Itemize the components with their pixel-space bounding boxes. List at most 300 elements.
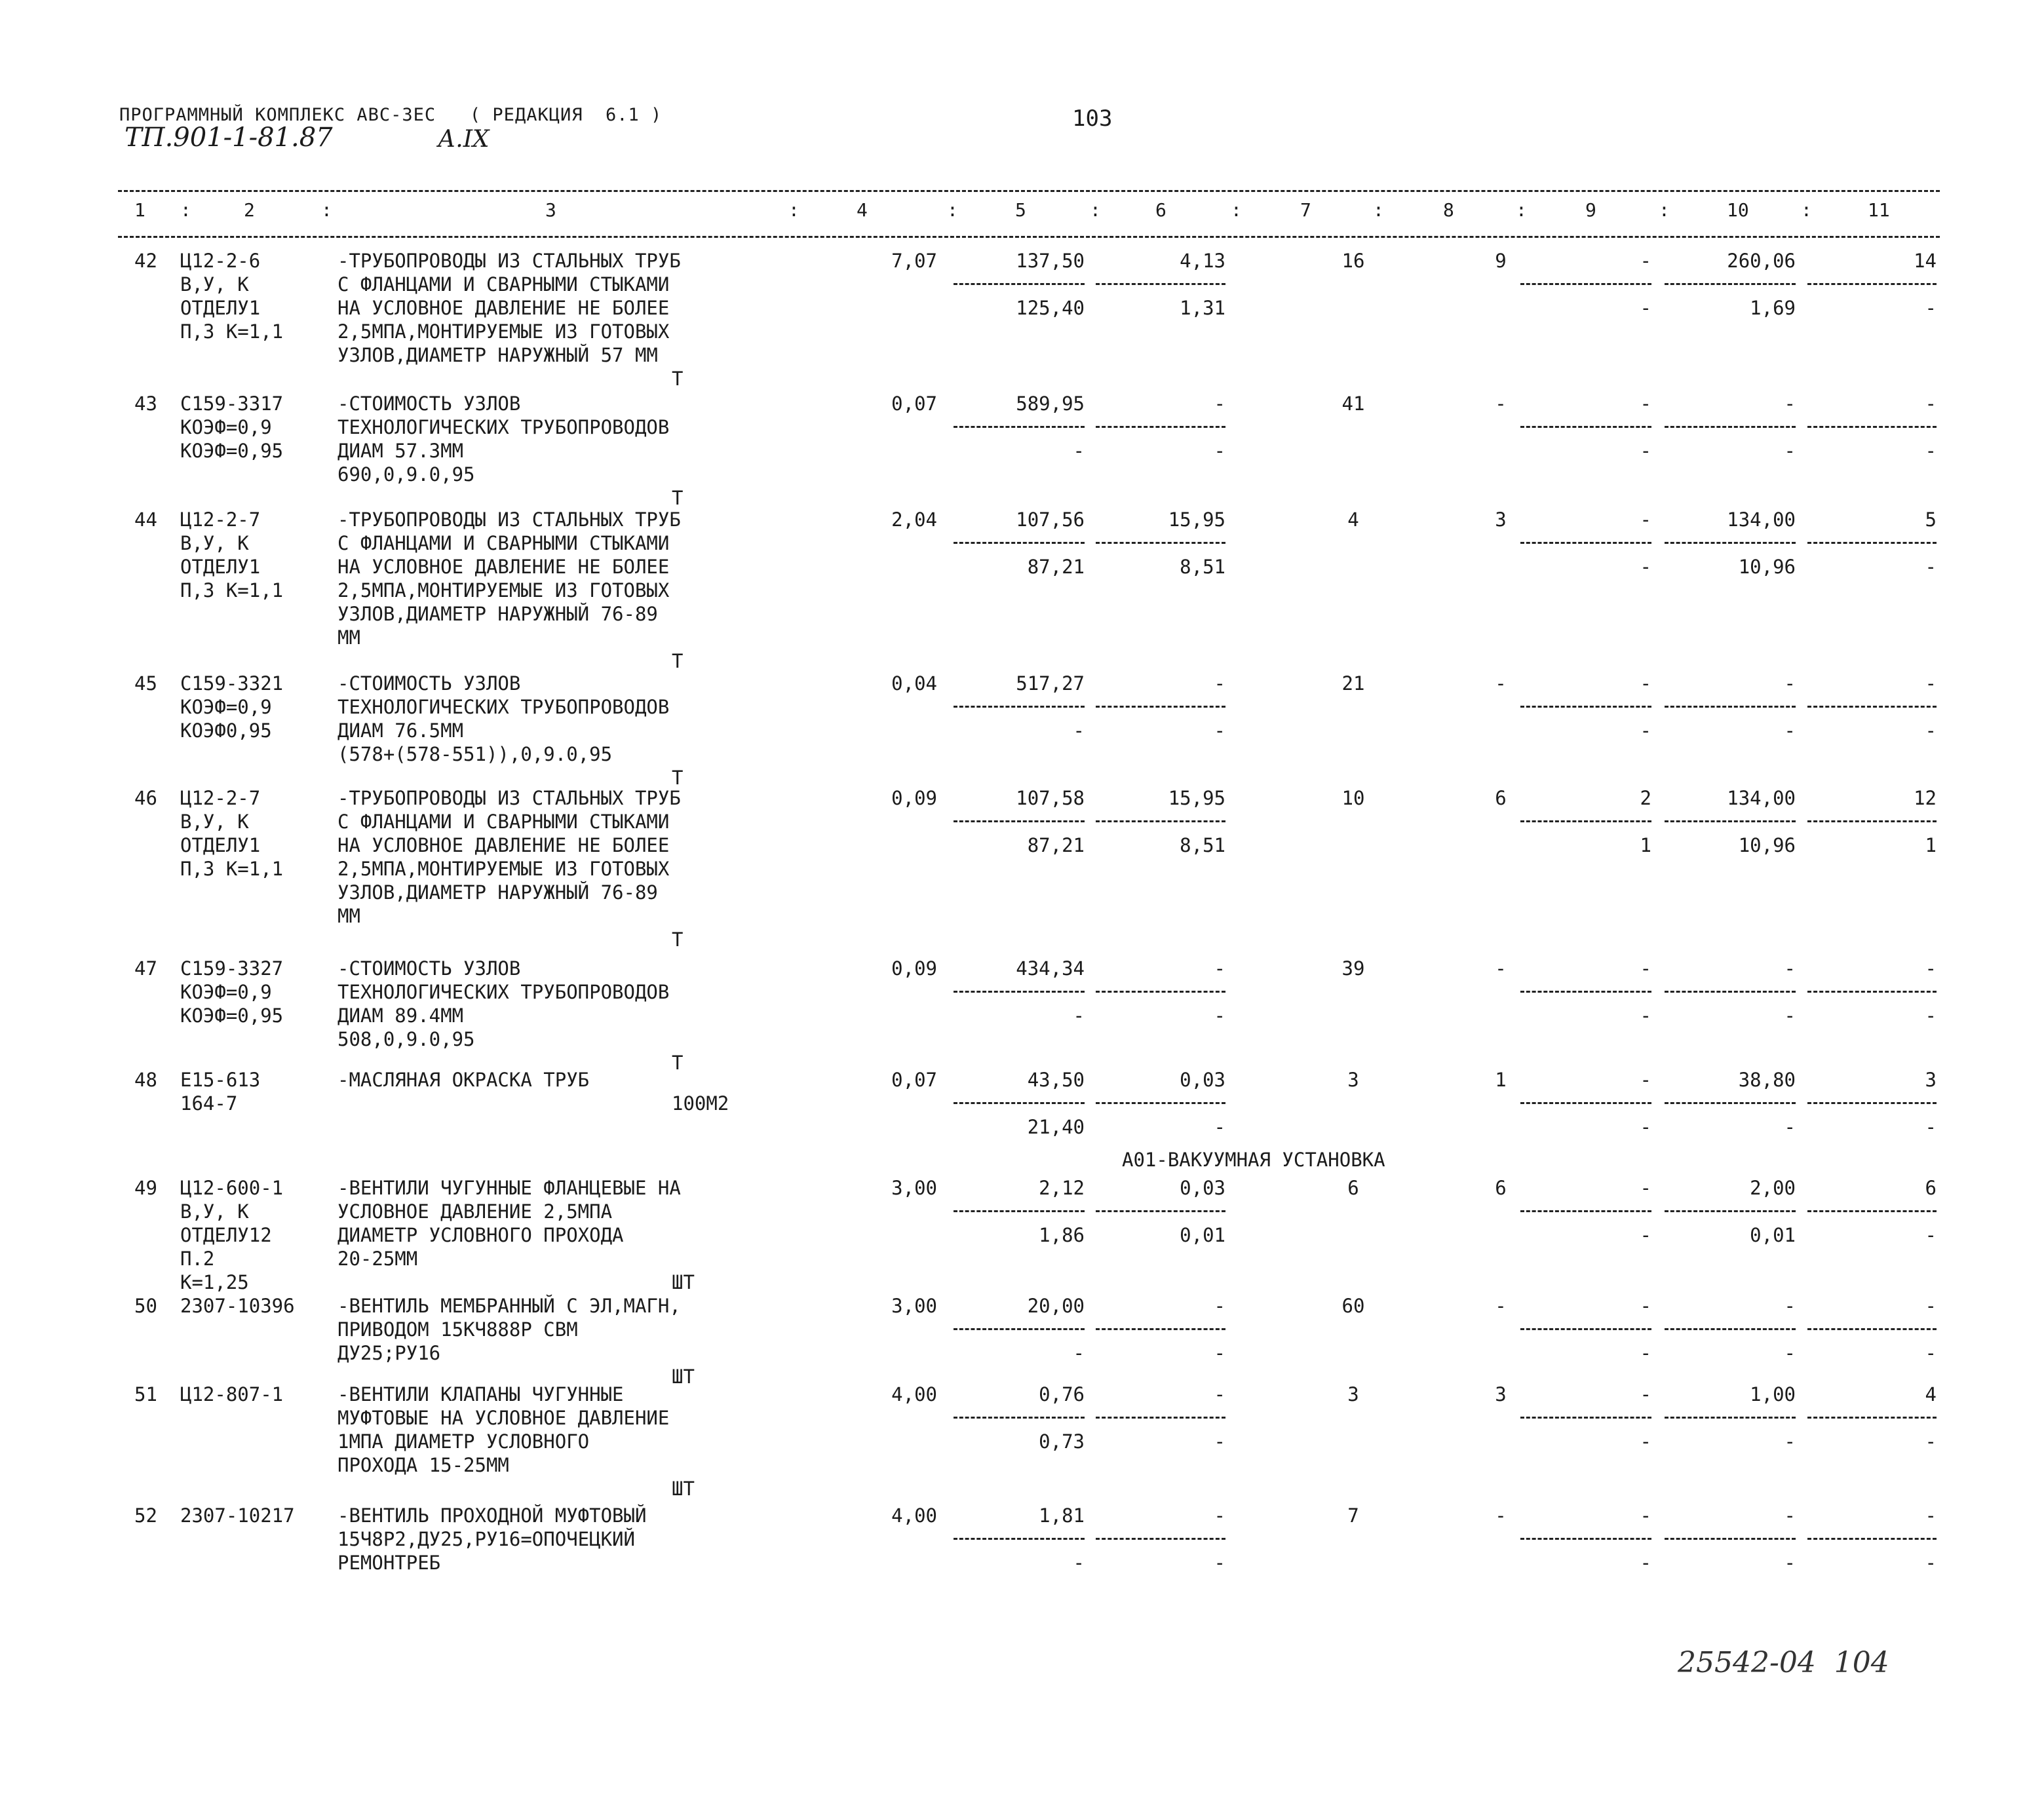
wages-total: 9: [1495, 250, 1507, 272]
quantity: 0,07: [891, 1069, 937, 1091]
cell-underline: [1096, 706, 1225, 708]
unit-cost: 137,50: [1016, 250, 1085, 272]
labor-total-machine: -: [1925, 1116, 1937, 1138]
work-description: -ТРУБОПРОВОДЫ ИЗ СТАЛЬНЫХ ТРУБ: [337, 250, 681, 272]
cell-underline: [1807, 991, 1937, 993]
labor-unit: -: [1784, 672, 1796, 695]
cell-underline: [1807, 1102, 1937, 1104]
unit-cost-wages: 87,21: [1027, 556, 1085, 578]
machines-wages-total: -: [1640, 1552, 1651, 1574]
labor-unit-machine: 1,69: [1750, 297, 1796, 319]
col-8: 8: [1443, 199, 1454, 221]
cell-underline: [1807, 283, 1937, 285]
row-number: 52: [134, 1504, 157, 1527]
wages-total: -: [1495, 957, 1507, 980]
machine-cost: 0,03: [1180, 1069, 1225, 1091]
labor-total-machine: -: [1925, 1342, 1937, 1364]
cell-underline: [1096, 283, 1225, 285]
work-description: -СТОИМОСТЬ УЗЛОВ: [337, 957, 521, 980]
unit-cost-wages: 0,73: [1039, 1430, 1085, 1453]
machine-wages: -: [1214, 1116, 1225, 1138]
rate-code: ОТДЕЛУ1: [180, 834, 261, 856]
work-description: ТЕХНОЛОГИЧЕСКИХ ТРУБОПРОВОДОВ: [337, 696, 670, 718]
wages-total: 6: [1495, 787, 1507, 809]
rate-code: К=1,25: [180, 1271, 249, 1293]
machine-wages: 0,01: [1180, 1224, 1225, 1246]
work-description: ПРОХОДА 15-25ММ: [337, 1454, 509, 1476]
unit-cost: 589,95: [1016, 392, 1085, 415]
cell-underline: [1665, 991, 1796, 993]
labor-unit: 38,80: [1738, 1069, 1796, 1091]
cell-underline: [954, 283, 1085, 285]
work-description: 2,5МПА,МОНТИРУЕМЫЕ ИЗ ГОТОВЫХ: [337, 858, 670, 880]
col-10: 10: [1727, 199, 1749, 221]
work-description: РЕМОНТРЕБ: [337, 1552, 441, 1574]
cell-underline: [1807, 1538, 1937, 1540]
work-description: НА УСЛОВНОЕ ДАВЛЕНИЕ НЕ БОЛЕЕ: [337, 297, 670, 319]
cell-underline: [1096, 1102, 1225, 1104]
cell-underline: [1096, 1210, 1225, 1212]
cell-underline: [1665, 426, 1796, 428]
machines-wages-total: 1: [1640, 834, 1651, 856]
project-code: ТП.901-1-81.87: [125, 123, 333, 153]
machine-wages: -: [1214, 1342, 1225, 1364]
work-description: 1МПА ДИАМЕТР УСЛОВНОГО: [337, 1430, 590, 1453]
row-number: 43: [134, 392, 157, 415]
section-title: А01-ВАКУУМНАЯ УСТАНОВКА: [1122, 1149, 1385, 1171]
labor-total-machine: -: [1925, 719, 1937, 742]
work-description: 20-25ММ: [337, 1248, 418, 1270]
rate-code: Е15-613: [180, 1069, 261, 1091]
cell-underline: [1096, 1417, 1225, 1419]
work-description: УЗЛОВ,ДИАМЕТР НАРУЖНЫЙ 57 ММ: [337, 344, 658, 366]
cell-underline: [1665, 1102, 1796, 1104]
rate-code: В,У, К: [180, 811, 249, 833]
work-description: ТЕХНОЛОГИЧЕСКИХ ТРУБОПРОВОДОВ: [337, 416, 670, 438]
machine-cost: 4,13: [1180, 250, 1225, 272]
machines-total: -: [1640, 1383, 1651, 1405]
cell-underline: [1520, 1210, 1651, 1212]
quantity: 2,04: [891, 508, 937, 531]
col-3: 3: [545, 199, 556, 221]
machines-wages-total: -: [1640, 1004, 1651, 1027]
labor-unit-machine: -: [1784, 1430, 1796, 1453]
work-description: ММ: [337, 626, 360, 649]
labor-unit: 134,00: [1727, 508, 1796, 531]
labor-unit-machine: 0,01: [1750, 1224, 1796, 1246]
machine-cost: 15,95: [1168, 508, 1225, 531]
work-description: -ВЕНТИЛЬ МЕМБРАННЫЙ С ЭЛ,МАГН,: [337, 1295, 681, 1317]
row-number: 46: [134, 787, 157, 809]
work-description: ДИАМЕТР УСЛОВНОГО ПРОХОДА: [337, 1224, 624, 1246]
machine-wages: 8,51: [1180, 834, 1225, 856]
row-number: 44: [134, 508, 157, 531]
work-description: -ТРУБОПРОВОДЫ ИЗ СТАЛЬНЫХ ТРУБ: [337, 508, 681, 531]
labor-unit: -: [1784, 957, 1796, 980]
rate-code: В,У, К: [180, 532, 249, 554]
cell-underline: [954, 1210, 1085, 1212]
machines-wages-total: -: [1640, 719, 1651, 742]
work-description: С ФЛАНЦАМИ И СВАРНЫМИ СТЫКАМИ: [337, 811, 670, 833]
labor-unit-machine: -: [1784, 1004, 1796, 1027]
labor-unit: -: [1784, 392, 1796, 415]
cell-underline: [1665, 1328, 1796, 1330]
cell-underline: [954, 1538, 1085, 1540]
labor-unit: 134,00: [1727, 787, 1796, 809]
cell-underline: [954, 1328, 1085, 1330]
quantity: 4,00: [891, 1383, 937, 1405]
cell-underline: [1665, 1538, 1796, 1540]
machine-cost: -: [1214, 1383, 1225, 1405]
work-description: С ФЛАНЦАМИ И СВАРНЫМИ СТЫКАМИ: [337, 273, 670, 296]
labor-total: -: [1925, 1295, 1937, 1317]
rate-code: ОТДЕЛУ1: [180, 556, 261, 578]
unit: Т: [672, 928, 684, 951]
col-4: 4: [857, 199, 868, 221]
wages-total: -: [1495, 1504, 1507, 1527]
unit-cost-wages: 125,40: [1016, 297, 1085, 319]
machines-total: -: [1640, 392, 1651, 415]
cell-underline: [1665, 820, 1796, 822]
labor-unit-machine: -: [1784, 719, 1796, 742]
cell-underline: [1520, 991, 1651, 993]
machine-cost: 0,03: [1180, 1177, 1225, 1199]
rate-code: 164-7: [180, 1092, 238, 1115]
work-description: ДИАМ 57.3ММ: [337, 440, 464, 462]
rate-code: КОЭФ=0,9: [180, 981, 272, 1003]
rate-code: С159-3327: [180, 957, 284, 980]
cell-underline: [1520, 706, 1651, 708]
unit-cost: 434,34: [1016, 957, 1085, 980]
machine-cost: -: [1214, 1504, 1225, 1527]
rate-code: Ц12-807-1: [180, 1383, 284, 1405]
cell-underline: [1807, 426, 1937, 428]
album-label: А.IX: [438, 126, 490, 153]
cell-underline: [954, 426, 1085, 428]
labor-unit-machine: -: [1784, 1116, 1796, 1138]
cell-underline: [1807, 1328, 1937, 1330]
cell-underline: [1520, 1328, 1651, 1330]
cell-underline: [954, 1417, 1085, 1419]
col-11: 11: [1868, 199, 1890, 221]
machines-wages-total: -: [1640, 1224, 1651, 1246]
col-9: 9: [1585, 199, 1596, 221]
unit-cost-wages: -: [1073, 440, 1085, 462]
total-cost: 21: [1341, 672, 1365, 695]
rate-code: КОЭФ=0,9: [180, 416, 272, 438]
total-cost: 6: [1347, 1177, 1359, 1199]
machines-wages-total: -: [1640, 1430, 1651, 1453]
rate-code: КОЭФ=0,9: [180, 696, 272, 718]
work-description: 508,0,9.0,95: [337, 1028, 475, 1050]
unit-cost: 107,58: [1016, 787, 1085, 809]
work-description: -ТРУБОПРОВОДЫ ИЗ СТАЛЬНЫХ ТРУБ: [337, 787, 681, 809]
work-description: -МАСЛЯНАЯ ОКРАСКА ТРУБ: [337, 1069, 590, 1091]
wages-total: 1: [1495, 1069, 1507, 1091]
machines-wages-total: -: [1640, 297, 1651, 319]
rate-code: КОЭФ0,95: [180, 719, 272, 742]
unit-cost-wages: 87,21: [1027, 834, 1085, 856]
work-description: ТЕХНОЛОГИЧЕСКИХ ТРУБОПРОВОДОВ: [337, 981, 670, 1003]
machine-wages: -: [1214, 1552, 1225, 1574]
work-description: ММ: [337, 905, 360, 927]
labor-total: 4: [1925, 1383, 1937, 1405]
cell-underline: [1520, 820, 1651, 822]
unit: ШТ: [672, 1478, 695, 1500]
row-number: 45: [134, 672, 157, 695]
machine-cost: -: [1214, 392, 1225, 415]
unit: ШТ: [672, 1271, 695, 1293]
wages-total: 3: [1495, 508, 1507, 531]
work-description: 15Ч8Р2,ДУ25,РУ16=ОПОЧЕЦКИЙ: [337, 1528, 635, 1550]
work-description: (578+(578-551)),0,9.0,95: [337, 743, 613, 765]
machine-cost: 15,95: [1168, 787, 1225, 809]
unit-cost: 43,50: [1027, 1069, 1085, 1091]
labor-total: -: [1925, 1504, 1937, 1527]
labor-total: 14: [1914, 250, 1937, 272]
rate-code: 2307-10396: [180, 1295, 295, 1317]
cell-underline: [1665, 706, 1796, 708]
row-number: 51: [134, 1383, 157, 1405]
header-rule-bottom: [118, 236, 1940, 238]
total-cost: 16: [1341, 250, 1365, 272]
labor-total: -: [1925, 957, 1937, 980]
work-description: ПРИВОДОМ 15КЧ888Р СВМ: [337, 1318, 578, 1341]
unit: ШТ: [672, 1366, 695, 1388]
page-number: 103: [1072, 105, 1113, 132]
cell-underline: [1665, 542, 1796, 544]
work-description: -ВЕНТИЛИ ЧУГУННЫЕ ФЛАНЦЕВЫЕ НА: [337, 1177, 681, 1199]
row-number: 47: [134, 957, 157, 980]
unit: Т: [672, 487, 684, 509]
unit-cost: 0,76: [1039, 1383, 1085, 1405]
total-cost: 39: [1341, 957, 1365, 980]
rate-code: КОЭФ=0,95: [180, 1004, 284, 1027]
unit-cost: 107,56: [1016, 508, 1085, 531]
unit: Т: [672, 650, 684, 672]
machines-total: -: [1640, 250, 1651, 272]
work-description: ДИАМ 76.5ММ: [337, 719, 464, 742]
labor-total-machine: 1: [1925, 834, 1937, 856]
rate-code: П,3 К=1,1: [180, 579, 284, 602]
rate-code: ОТДЕЛУ1: [180, 297, 261, 319]
labor-total-machine: -: [1925, 1430, 1937, 1453]
total-cost: 7: [1347, 1504, 1359, 1527]
total-cost: 10: [1341, 787, 1365, 809]
cell-underline: [1520, 426, 1651, 428]
quantity: 0,07: [891, 392, 937, 415]
labor-total: -: [1925, 672, 1937, 695]
labor-unit-machine: -: [1784, 1342, 1796, 1364]
work-description: 2,5МПА,МОНТИРУЕМЫЕ ИЗ ГОТОВЫХ: [337, 579, 670, 602]
wages-total: -: [1495, 1295, 1507, 1317]
cell-underline: [1520, 1102, 1651, 1104]
wages-total: 6: [1495, 1177, 1507, 1199]
row-number: 48: [134, 1069, 157, 1091]
machine-wages: -: [1214, 1430, 1225, 1453]
machines-total: -: [1640, 672, 1651, 695]
cell-underline: [954, 1102, 1085, 1104]
labor-unit: 260,06: [1727, 250, 1796, 272]
machine-wages: -: [1214, 1004, 1225, 1027]
cell-underline: [1807, 542, 1937, 544]
cell-underline: [1096, 820, 1225, 822]
machine-wages: -: [1214, 440, 1225, 462]
rate-code: Ц12-600-1: [180, 1177, 284, 1199]
unit-cost-wages: 1,86: [1039, 1224, 1085, 1246]
col-2: 2: [244, 199, 255, 221]
cell-underline: [1096, 1328, 1225, 1330]
cell-underline: [1807, 1417, 1937, 1419]
machine-wages: -: [1214, 719, 1225, 742]
cell-underline: [1807, 706, 1937, 708]
machine-cost: -: [1214, 672, 1225, 695]
work-description: -СТОИМОСТЬ УЗЛОВ: [337, 672, 521, 695]
unit-cost-wages: -: [1073, 1004, 1085, 1027]
rate-code: Ц12-2-6: [180, 250, 261, 272]
work-description: ДУ25;РУ16: [337, 1342, 441, 1364]
labor-unit: 1,00: [1750, 1383, 1796, 1405]
rate-code: ОТДЕЛУ12: [180, 1224, 272, 1246]
cell-underline: [954, 820, 1085, 822]
work-description: НА УСЛОВНОЕ ДАВЛЕНИЕ НЕ БОЛЕЕ: [337, 834, 670, 856]
machine-wages: 8,51: [1180, 556, 1225, 578]
rate-code: С159-3321: [180, 672, 284, 695]
unit: Т: [672, 767, 684, 789]
quantity: 0,09: [891, 957, 937, 980]
row-number: 49: [134, 1177, 157, 1199]
labor-total-machine: -: [1925, 1224, 1937, 1246]
quantity: 4,00: [891, 1504, 937, 1527]
total-cost: 60: [1341, 1295, 1365, 1317]
machines-wages-total: -: [1640, 556, 1651, 578]
cell-underline: [1807, 1210, 1937, 1212]
labor-total-machine: -: [1925, 1552, 1937, 1574]
labor-total: -: [1925, 392, 1937, 415]
wages-total: 3: [1495, 1383, 1507, 1405]
rate-code: С159-3317: [180, 392, 284, 415]
machines-total: -: [1640, 1504, 1651, 1527]
rate-code: Ц12-2-7: [180, 787, 261, 809]
labor-unit-machine: -: [1784, 440, 1796, 462]
labor-total-machine: -: [1925, 1004, 1937, 1027]
labor-unit: -: [1784, 1504, 1796, 1527]
work-description: -ВЕНТИЛЬ ПРОХОДНОЙ МУФТОВЫЙ: [337, 1504, 647, 1527]
unit-cost: 20,00: [1027, 1295, 1085, 1317]
quantity: 7,07: [891, 250, 937, 272]
cell-underline: [1665, 283, 1796, 285]
machines-total: -: [1640, 1069, 1651, 1091]
unit: 100М2: [672, 1092, 729, 1115]
cell-underline: [954, 542, 1085, 544]
work-description: УСЛОВНОЕ ДАВЛЕНИЕ 2,5МПА: [337, 1200, 613, 1223]
machines-total: -: [1640, 508, 1651, 531]
labor-unit-machine: 10,96: [1738, 556, 1796, 578]
work-description: 690,0,9.0,95: [337, 463, 475, 486]
col-1: 1: [134, 199, 145, 221]
wages-total: -: [1495, 392, 1507, 415]
labor-unit-machine: -: [1784, 1552, 1796, 1574]
unit-cost: 517,27: [1016, 672, 1085, 695]
unit: Т: [672, 368, 684, 390]
rate-code: В,У, К: [180, 273, 249, 296]
work-description: ДИАМ 89.4ММ: [337, 1004, 464, 1027]
total-cost: 4: [1347, 508, 1359, 531]
cell-underline: [954, 706, 1085, 708]
cell-underline: [1665, 1210, 1796, 1212]
machines-wages-total: -: [1640, 1342, 1651, 1364]
labor-total: 6: [1925, 1177, 1937, 1199]
unit-cost-wages: -: [1073, 719, 1085, 742]
col-5: 5: [1015, 199, 1026, 221]
rate-code: Ц12-2-7: [180, 508, 261, 531]
machine-cost: -: [1214, 1295, 1225, 1317]
total-cost: 41: [1341, 392, 1365, 415]
cell-underline: [1520, 283, 1651, 285]
work-description: МУФТОВЫЕ НА УСЛОВНОЕ ДАВЛЕНИЕ: [337, 1407, 670, 1429]
labor-total-machine: -: [1925, 556, 1937, 578]
quantity: 3,00: [891, 1295, 937, 1317]
col-6: 6: [1155, 199, 1167, 221]
total-cost: 3: [1347, 1069, 1359, 1091]
machines-wages-total: -: [1640, 1116, 1651, 1138]
cell-underline: [1807, 820, 1937, 822]
quantity: 3,00: [891, 1177, 937, 1199]
labor-total: 12: [1914, 787, 1937, 809]
rate-code: В,У, К: [180, 1200, 249, 1223]
work-description: -СТОИМОСТЬ УЗЛОВ: [337, 392, 521, 415]
labor-unit-machine: 10,96: [1738, 834, 1796, 856]
row-number: 50: [134, 1295, 157, 1317]
rate-code: П,3 К=1,1: [180, 320, 284, 343]
col-7: 7: [1300, 199, 1311, 221]
machines-wages-total: -: [1640, 440, 1651, 462]
quantity: 0,04: [891, 672, 937, 695]
machines-total: -: [1640, 1177, 1651, 1199]
cell-underline: [1096, 991, 1225, 993]
labor-total: 5: [1925, 508, 1937, 531]
rate-code: П,3 К=1,1: [180, 858, 284, 880]
labor-unit: 2,00: [1750, 1177, 1796, 1199]
labor-total-machine: -: [1925, 440, 1937, 462]
work-description: УЗЛОВ,ДИАМЕТР НАРУЖНЫЙ 76-89: [337, 881, 658, 904]
work-description: -ВЕНТИЛИ КЛАПАНЫ ЧУГУННЫЕ: [337, 1383, 624, 1405]
work-description: 2,5МПА,МОНТИРУЕМЫЕ ИЗ ГОТОВЫХ: [337, 320, 670, 343]
cell-underline: [1665, 1417, 1796, 1419]
cell-underline: [1096, 542, 1225, 544]
work-description: С ФЛАНЦАМИ И СВАРНЫМИ СТЫКАМИ: [337, 532, 670, 554]
machines-total: -: [1640, 957, 1651, 980]
labor-unit: -: [1784, 1295, 1796, 1317]
cell-underline: [1096, 1538, 1225, 1540]
work-description: НА УСЛОВНОЕ ДАВЛЕНИЕ НЕ БОЛЕЕ: [337, 556, 670, 578]
cell-underline: [1520, 1538, 1651, 1540]
row-number: 42: [134, 250, 157, 272]
labor-total: 3: [1925, 1069, 1937, 1091]
unit: Т: [672, 1052, 684, 1074]
program-header: ПРОГРАММНЫЙ КОМПЛЕКС АВС-3ЕС ( РЕДАКЦИЯ 6.1 ): [119, 105, 663, 125]
wages-total: -: [1495, 672, 1507, 695]
rate-code: 2307-10217: [180, 1504, 295, 1527]
machine-cost: -: [1214, 957, 1225, 980]
machines-total: -: [1640, 1295, 1651, 1317]
work-description: УЗЛОВ,ДИАМЕТР НАРУЖНЫЙ 76-89: [337, 603, 658, 625]
header-rule-top: [118, 190, 1940, 192]
rate-code: П.2: [180, 1248, 215, 1270]
quantity: 0,09: [891, 787, 937, 809]
machine-wages: 1,31: [1180, 297, 1225, 319]
total-cost: 3: [1347, 1383, 1359, 1405]
